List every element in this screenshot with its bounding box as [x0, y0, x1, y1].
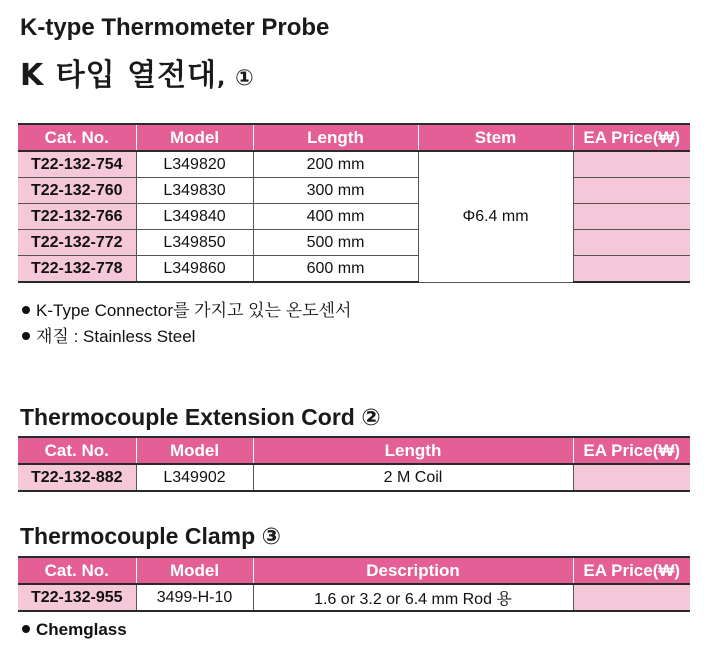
length-cell: 200 mm — [253, 151, 418, 178]
col-price: EA Price(₩) — [573, 437, 690, 464]
section1-title-suffix: , ① — [217, 66, 255, 91]
bullet-icon — [22, 332, 30, 340]
table-row — [18, 204, 690, 230]
col-description: Description — [253, 557, 573, 584]
extension-table-header — [18, 437, 690, 464]
col-model: Model — [136, 437, 253, 464]
cat-no-cell: T22-132-754 — [18, 151, 136, 178]
model-cell: L349840 — [136, 204, 253, 230]
table-row — [18, 151, 690, 178]
section1-title-en: K-type Thermometer Probe — [20, 14, 330, 41]
table-row — [18, 584, 690, 611]
col-length: Length — [253, 124, 418, 151]
model-cell: L349830 — [136, 178, 253, 204]
extension-cord-table — [18, 436, 690, 492]
cat-no-cell: T22-132-955 — [18, 584, 136, 611]
length-cell: 300 mm — [253, 178, 418, 204]
col-cat-no: Cat. No. — [18, 437, 136, 464]
col-price: EA Price(₩) — [573, 557, 690, 584]
description-cell: 1.6 or 3.2 or 6.4 mm Rod 용 — [253, 584, 573, 611]
price-cell — [573, 584, 690, 611]
price-cell — [573, 230, 690, 256]
price-cell — [573, 178, 690, 204]
cat-no-cell: T22-132-760 — [18, 178, 136, 204]
note-material: 재질 : Stainless Steel — [22, 322, 195, 347]
section1-title-ko-text: K 타입 열전대 — [20, 58, 218, 93]
cat-no-cell: T22-132-766 — [18, 204, 136, 230]
stem-cell: Φ6.4 mm — [418, 151, 573, 282]
note-connector: K-Type Connector를 가지고 있는 온도센서 — [22, 296, 351, 321]
price-cell — [573, 204, 690, 230]
model-cell: L349850 — [136, 230, 253, 256]
model-cell: L349860 — [136, 256, 253, 283]
cat-no-cell: T22-132-882 — [18, 464, 136, 491]
model-cell: L349820 — [136, 151, 253, 178]
cat-no-cell: T22-132-772 — [18, 230, 136, 256]
probe-table-header — [18, 124, 690, 151]
col-stem: Stem — [418, 124, 573, 151]
length-cell: 600 mm — [253, 256, 418, 283]
model-cell: 3499-H-10 — [136, 584, 253, 611]
bullet-icon — [22, 306, 30, 314]
col-cat-no: Cat. No. — [18, 124, 136, 151]
table-row — [18, 464, 690, 491]
price-cell — [573, 151, 690, 178]
section1-title-ko — [20, 50, 255, 94]
section2-title: Thermocouple Extension Cord ② — [20, 404, 381, 430]
bullet-icon — [22, 625, 30, 633]
length-cell: 2 M Coil — [253, 464, 573, 491]
table-row — [18, 178, 690, 204]
clamp-table — [18, 556, 690, 612]
clamp-table-header — [18, 557, 690, 584]
note-chemglass: Chemglass — [22, 620, 127, 640]
length-cell: 400 mm — [253, 204, 418, 230]
table-row — [18, 256, 690, 283]
col-model: Model — [136, 557, 253, 584]
model-cell: L349902 — [136, 464, 253, 491]
length-cell: 500 mm — [253, 230, 418, 256]
price-cell — [573, 256, 690, 283]
probe-table — [18, 123, 690, 283]
cat-no-cell: T22-132-778 — [18, 256, 136, 283]
col-cat-no: Cat. No. — [18, 557, 136, 584]
col-length: Length — [253, 437, 573, 464]
price-cell — [573, 464, 690, 491]
col-price: EA Price(₩) — [573, 124, 690, 151]
table-row — [18, 230, 690, 256]
col-model: Model — [136, 124, 253, 151]
section3-title: Thermocouple Clamp ③ — [20, 523, 282, 549]
